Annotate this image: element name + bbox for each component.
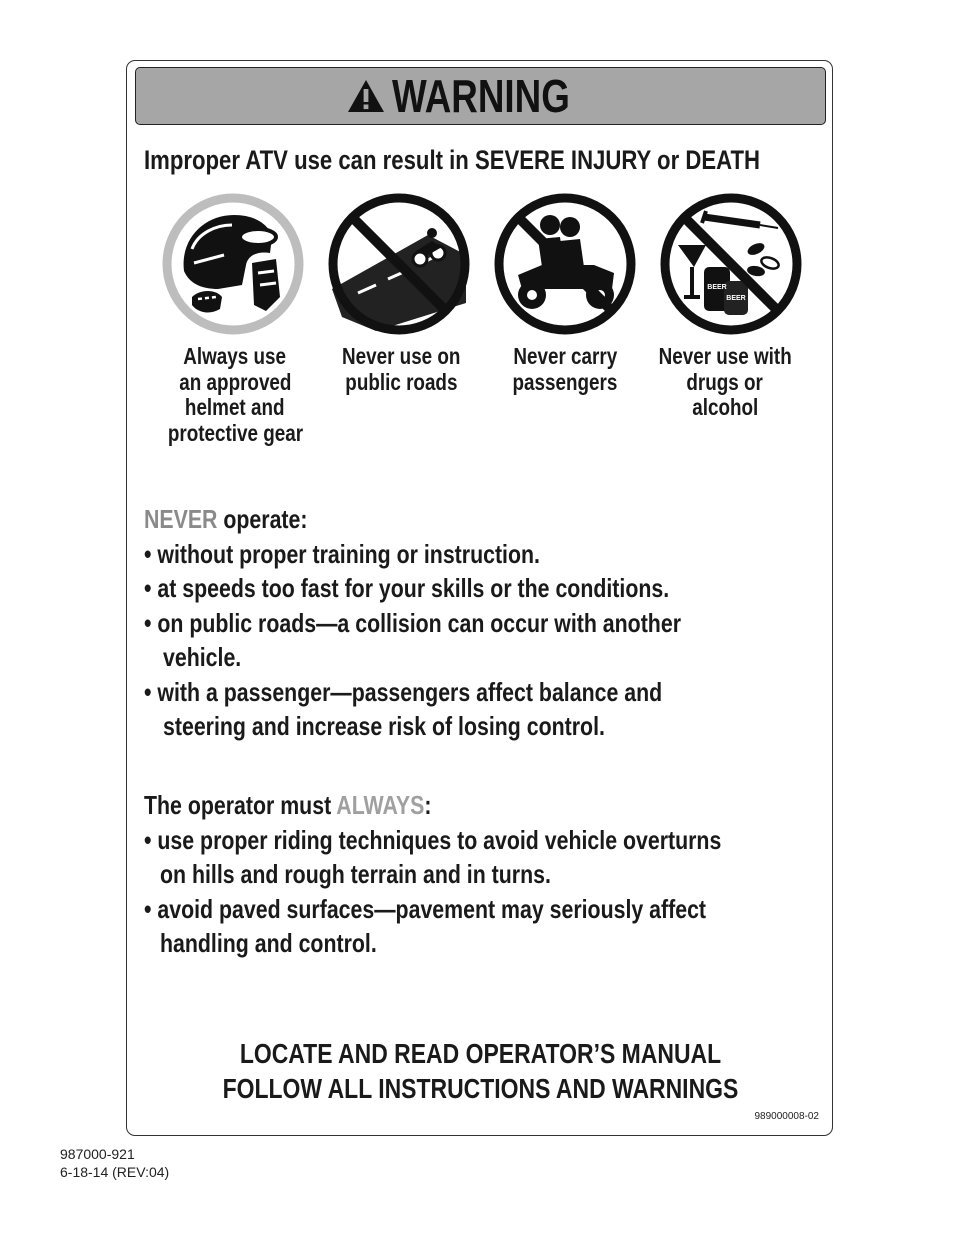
caption-public-roads: Never use on public roads (341, 343, 461, 395)
always-section (144, 788, 848, 961)
manual-instructions (127, 1036, 834, 1106)
headline: Improper ATV use can result in SEVERE INJURY or DEATH (144, 145, 760, 175)
part-number: 989000008-02 (754, 1111, 819, 1122)
footer-line-2: FOLLOW ALL INSTRUCTIONS AND WARNINGS (222, 1073, 739, 1104)
never-section (144, 502, 799, 744)
warning-triangle-icon (346, 78, 386, 114)
safety-icons (162, 193, 802, 343)
document-info (60, 1145, 169, 1181)
never-bullet-3: • on public roads—a collision can occur with another (144, 607, 681, 638)
icon-captions (127, 344, 834, 464)
beer-can-label-1: BEER (707, 284, 727, 291)
never-bullet-2: • at speeds too fast for your skills or the conditions. (144, 573, 670, 603)
footer-line-1: LOCATE AND READ OPERATOR’S MANUAL (239, 1038, 722, 1069)
always-bullet-2: • avoid paved surfaces—pavement may seriously affect (144, 893, 707, 924)
never-bullet-3-cont: vehicle. (163, 642, 242, 672)
no-passengers-icon (494, 193, 636, 335)
always-bullet-1: • use proper riding techniques to avoid vehicle overturns (144, 824, 722, 855)
warning-banner (135, 67, 826, 125)
caption-helmet: Always use an approved helmet and protective gear (167, 343, 303, 446)
no-public-roads-icon (328, 193, 470, 335)
always-bullet-2-cont: handling and control. (160, 928, 377, 958)
always-heading: The operator must ALWAYS: (144, 790, 432, 820)
warning-label (126, 60, 833, 1136)
helmet-gear-icon (162, 193, 304, 335)
never-bullet-1: • without proper training or instruction. (144, 538, 540, 569)
document-revision: 6-18-14 (REV:04) (60, 1164, 170, 1180)
no-drugs-alcohol-icon (660, 193, 802, 335)
document-number: 987000-921 (60, 1146, 135, 1162)
always-bullet-1-cont: on hills and rough terrain and in turns. (160, 859, 551, 889)
warning-title: WARNING (392, 70, 571, 122)
never-bullet-4: • with a passenger—passengers affect balance and (144, 676, 663, 707)
caption-passengers: Never carry passengers (512, 343, 618, 395)
never-heading: NEVER operate: (144, 504, 308, 534)
never-bullet-4-cont: steering and increase risk of losing control. (163, 711, 605, 741)
caption-drugs-alcohol: Never use with drugs or alcohol (658, 343, 792, 420)
beer-can-label-2: BEER (726, 295, 746, 302)
